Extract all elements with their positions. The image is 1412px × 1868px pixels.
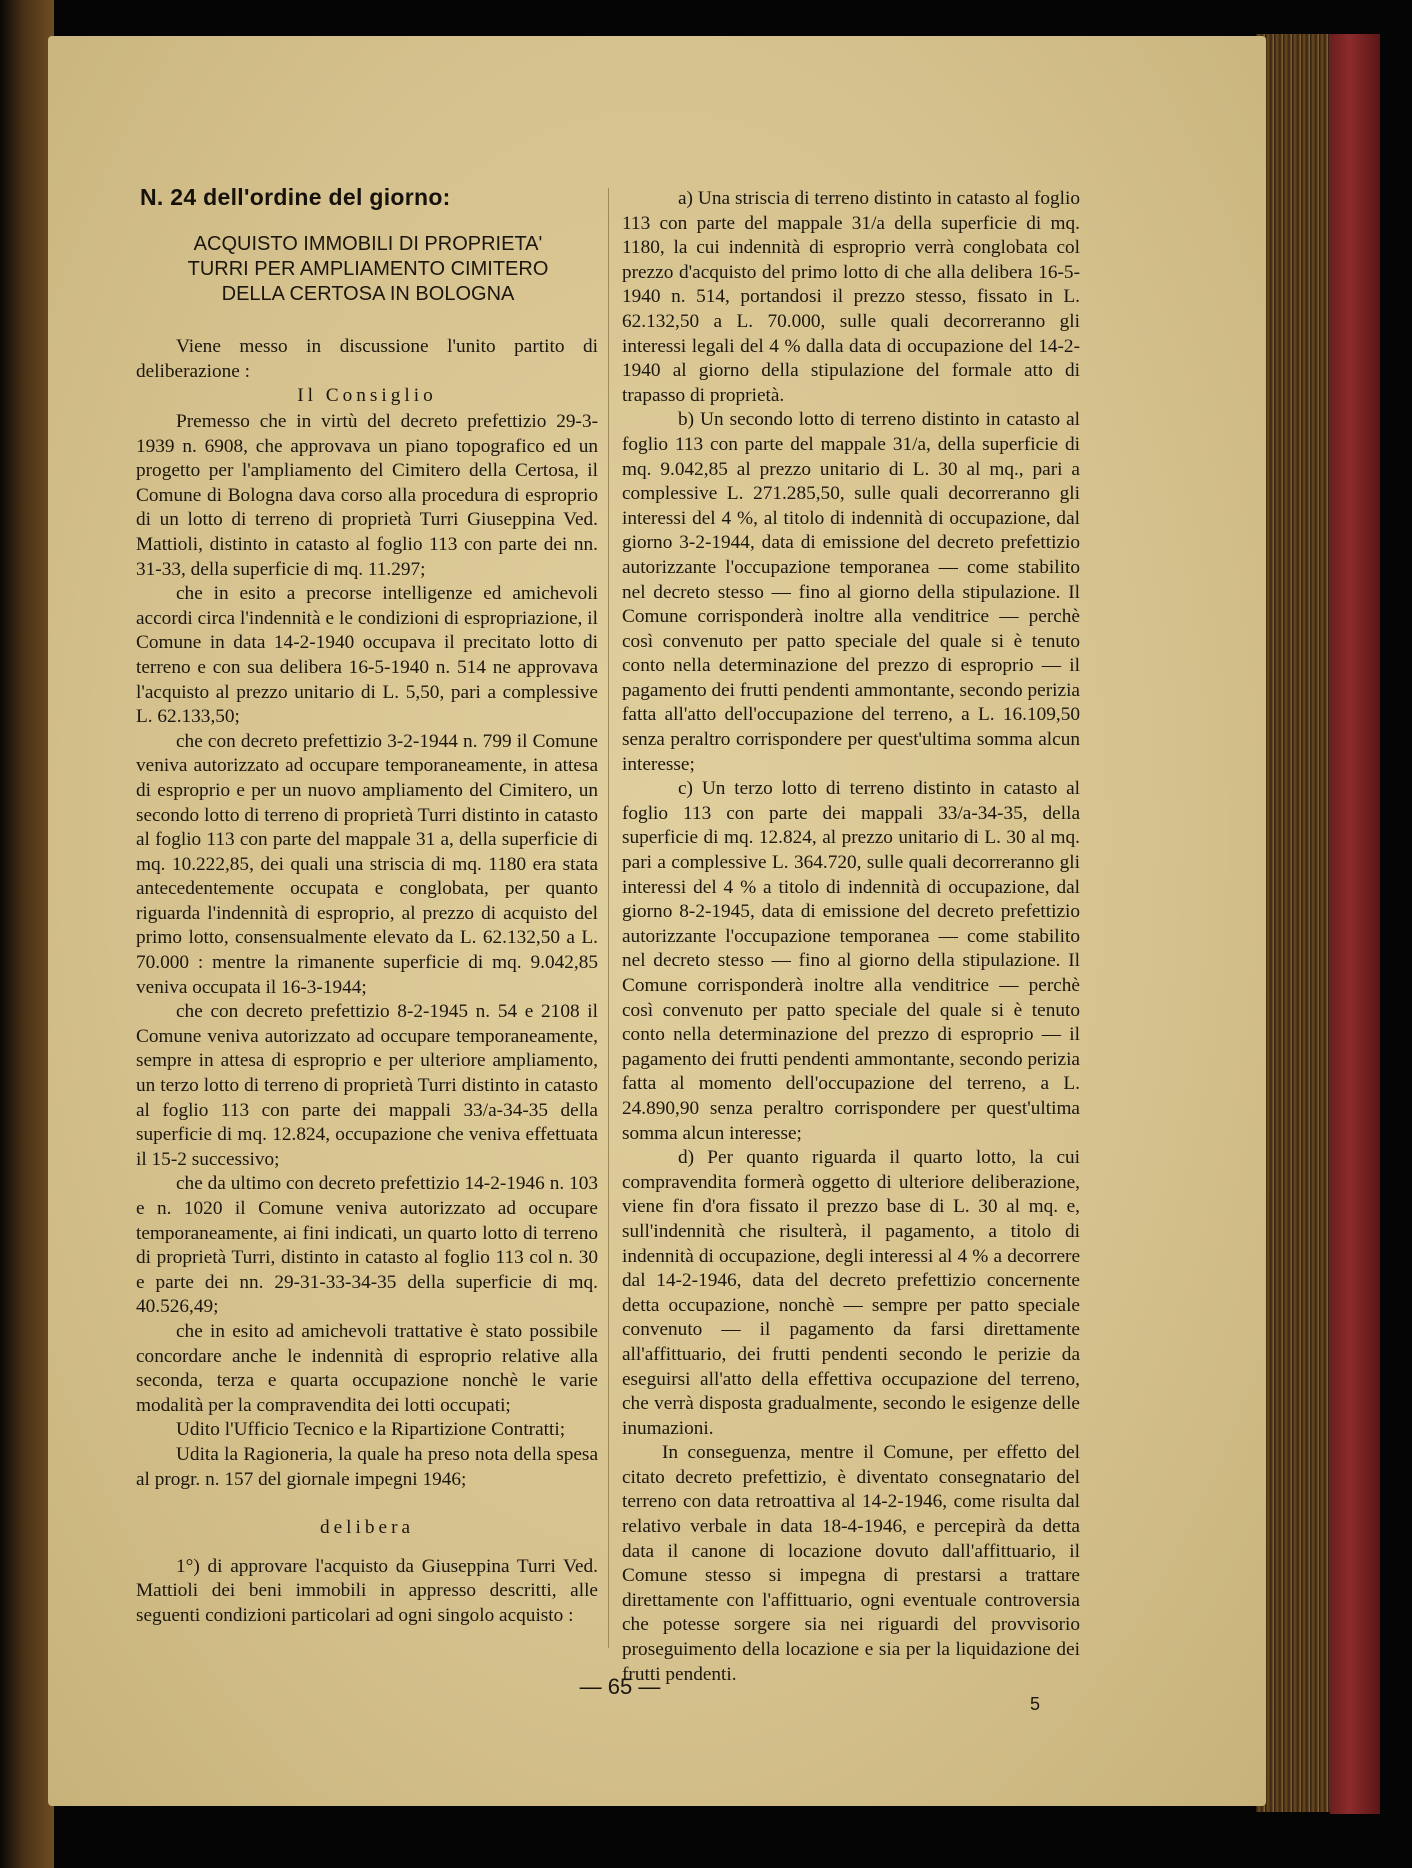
intro-block: [136, 335, 598, 409]
premise-paragraph: Premesso che in virtù del decreto prefettizio 29-3-1939 n. 6908, che approvava un piano topografico ed un progetto per l'ampliamento del Cimitero della Certosa, il Comune di Bologna dava corso alla procedura di esproprio di un lotto di terreno di proprietà Turri Giuseppina Ved. Mattioli, distinto in catasto al foglio 113 con parte dei nn. 31-33, della superficie di mq. 11.297;: [136, 411, 598, 580]
right-column: [622, 187, 1080, 1687]
consiglio-heading: Il Consiglio: [297, 385, 437, 407]
premise-paragraph: Udita la Ragioneria, la quale ha preso nota della spesa al progr. n. 157 del giornale impegni 1946;: [136, 1443, 598, 1490]
left-column: [136, 410, 598, 1629]
agenda-heading: N. 24 dell'ordine del giorno:: [140, 184, 451, 210]
lot-paragraph-c: c) Un terzo lotto di terreno distinto in catasto al foglio 113 con parte dei mappali 33/a-34-35, della superficie di mq. 12.824, al prezzo unitario di L. 30 al mq. pari a complessive L. 364.720, sulle quali decorreranno gli interessi del 4 % a titolo di indennità di occupazione, dal giorno 8-2-1945, data di emissione del decreto prefettizio autorizzante l'occupazione temporanea — come stabilito nel decreto stesso — fino al giorno della stipulazione. Il Comune corrisponderà inoltre alla venditrice — perchè così convenuto per patto speciale del quale si è tenuto conto nella determinazione del prezzo di esproprio — il pagamento dei frutti pendenti ammontante, secondo perizia fatta al momento dell'occupazione del terreno, a L. 24.890,90 senza peraltro corrispondere per quest'ultima somma alcun interesse;: [622, 778, 1080, 1144]
premise-paragraph: Udito l'Ufficio Tecnico e la Ripartizione Contratti;: [176, 1419, 566, 1441]
column-divider: [608, 188, 609, 1648]
delibera-heading: delibera: [319, 1517, 415, 1539]
binding-gutter: [0, 0, 54, 1868]
premise-paragraph: che con decreto prefettizio 3-2-1944 n. 799 il Comune veniva autorizzato ad occupare temporaneamente, in attesa di esproprio e per un nuovo ampliamento del Cimitero, un secondo lotto di terreno di proprietà Turri distinto in catasto al foglio 113 con parte del mappale 31 a, della superficie di mq. 10.222,85, dei quali una striscia di mq. 1180 era stata antecedentemente occupata e conglobata, per quanto riguarda l'indennità di esproprio, al prezzo di acquisto del primo lotto, consensualmente elevato da L. 62.132,50 a L. 70.000 : mentre la rimanente superficie di mq. 9.042,85 veniva occupata il 16-3-1944;: [136, 730, 598, 998]
intro-paragraph: Viene messo in discussione l'unito partito di deliberazione :: [136, 336, 598, 382]
premise-paragraph: che con decreto prefettizio 8-2-1945 n. 54 e 2108 il Comune veniva autorizzato ad occupare temporaneamente, sempre in attesa di esproprio e per ulteriore ampliamento, un terzo lotto di terreno di proprietà Turri distinto in catasto al foglio 113 con parte dei mappali 33/a-34-35 della superficie di mq. 12.824, occupazione che veniva effettuata il 15-2 successivo;: [136, 1001, 598, 1170]
page-number: — 65 —: [579, 1674, 661, 1699]
premise-paragraph: che in esito ad amichevoli trattative è stato possibile concordare anche le indennità di esproprio relative alla seconda, terza e quarta occupazione nonchè le varie modalità per la compravendita dei lotti occupati;: [136, 1320, 598, 1416]
agenda-subject: [140, 232, 596, 307]
lot-paragraph-a: a) Una striscia di terreno distinto in catasto al foglio 113 con parte del mappale 31/a della superficie di mq. 1180, la cui indennità di esproprio verrà conglobata col prezzo d'acquisto del primo lotto di che alla delibera 16-5-1940 n. 514, portandosi il prezzo stesso, fissato in L. 62.132,50 a L. 70.000, sulle quali decorreranno gli interessi legali del 4 % dalla data di occupazione del 14-2-1940 al giorno della stipulazione del formale atto di trapasso di proprietà.: [622, 188, 1080, 406]
subject-line-1: ACQUISTO IMMOBILI DI PROPRIETA': [193, 233, 543, 255]
delibera-point-1: 1°) di approvare l'acquisto da Giuseppina Turri Ved. Mattioli dei beni immobili in appresso descritti, alle seguenti condizioni particolari ad ogni singolo acquisto :: [136, 1555, 598, 1626]
lot-paragraph-d: d) Per quanto riguarda il quarto lotto, la cui compravendita formerà oggetto di ulteriore deliberazione, viene fin d'ora fissato il prezzo base di L. 30 al mq. e, sull'indennità che risulterà, il pagamento, a titolo di indennità di occupazione, degli interessi al 4 % a decorrere dal 14-2-1946, data del decreto prefettizio concernente detta occupazione, nonchè — sempre per patto speciale convenuto — il pagamento da farsi direttamente all'affittuario, dei frutti pendenti secondo le perizie da eseguirsi all'atto della effettiva occupazione del terreno, che verrà disposta gradualmente, secondo le esigenze delle inumazioni.: [622, 1147, 1080, 1439]
premise-paragraph: che in esito a precorse intelligenze ed amichevoli accordi circa l'indennità e le condizioni di espropriazione, il Comune in data 14-2-1940 occupava il precitato lotto di terreno e con sua delibera 16-5-1940 n. 514 ne approvava l'acquisto al prezzo unitario di L. 5,50, pari a complessive L. 62.133,50;: [136, 583, 598, 728]
lot-paragraph-b: b) Un secondo lotto di terreno distinto in catasto al foglio 113 con parte del mappale 31/a, della superficie di mq. 9.042,85 al prezzo unitario di L. 30 al mq., pari a complessive L. 271.285,50, sulle quali decorreranno gli interessi del 4 %, al titolo di indennità di occupazione, dal giorno 3-2-1944, data di emissione del decreto prefettizio autorizzante l'occupazione temporanea — come stabilito nel decreto stesso — fino al giorno della stipulazione. Il Comune corrisponderà inoltre alla venditrice — perchè così convenuto per patto speciale del quale si è tenuto conto nella determinazione del prezzo di esproprio — il pagamento dei frutti pendenti ammontante, secondo perizia fatta all'atto dell'occupazione del terreno, a L. 16.109,50 senza peraltro corrispondere per quest'ultima somma alcun interesse;: [622, 409, 1080, 775]
subject-line-2: TURRI PER AMPLIAMENTO CIMITERO: [187, 258, 549, 280]
premise-paragraph: che da ultimo con decreto prefettizio 14-2-1946 n. 103 e n. 1020 il Comune veniva autorizzato ad occupare temporaneamente, ai fini indicati, un quarto lotto di terreno di proprietà Turri, distinto in catasto al foglio 113 col n. 30 e parte dei nn. 29-31-33-34-35 della superficie di mq. 40.526,49;: [136, 1173, 598, 1318]
book-cover-edge: [1330, 34, 1380, 1814]
subject-line-3: DELLA CERTOSA IN BOLOGNA: [221, 283, 515, 305]
signature-mark: 5: [1030, 1694, 1041, 1714]
consequence-paragraph: In conseguenza, mentre il Comune, per effetto del citato decreto prefettizio, è diventato consegnatario del terreno con data retroattiva al 14-2-1946, come risulta dal relativo verbale in data 18-4-1946, e percepirà da detta data il canone di locazione dovuto dall'affittuario, il Comune stesso si impegna di prestarsi a trattare direttamente con l'affittuario, ogni eventuale controversia che potesse sorgere sia nei riguardi del provvisorio proseguimento della locazione e sia per la liquidazione dei frutti pendenti.: [622, 1442, 1080, 1685]
